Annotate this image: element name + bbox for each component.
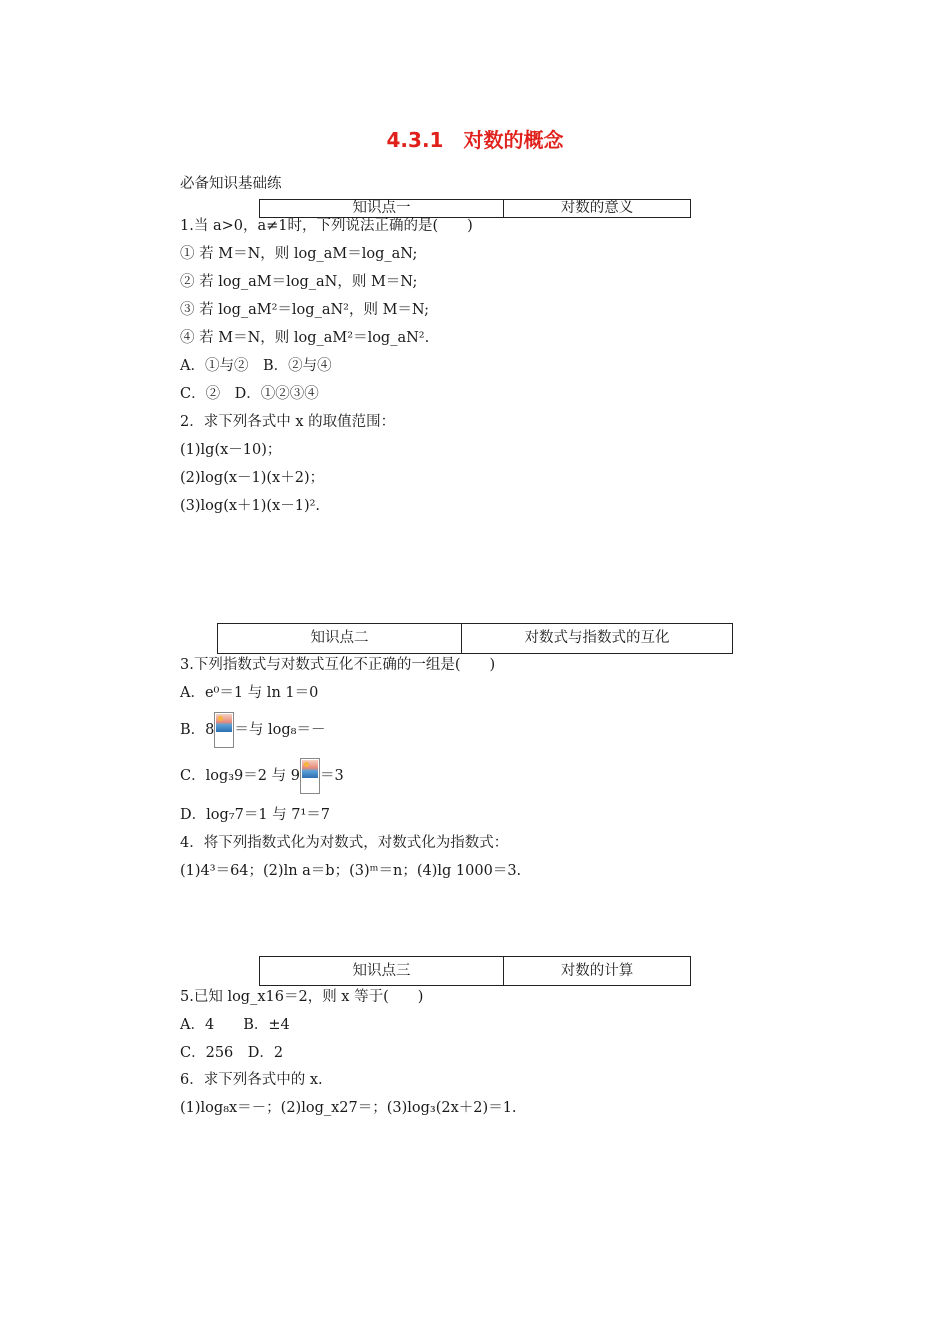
q3-option-b-tail: ＝与 log₈＝－ <box>234 722 326 738</box>
q2-stem: 2．求下列各式中 x 的取值范围： <box>180 414 396 430</box>
kp1-label: 知识点一 <box>260 200 504 218</box>
q6-stem: 6．求下列各式中的 x. <box>180 1072 323 1088</box>
kp2-label: 知识点二 <box>218 624 462 654</box>
q1-statement-4: ④ 若 M＝N，则 log_aM²＝log_aN². <box>180 330 430 346</box>
q4-body: (1)4³＝64；(2)ln a＝b；(3)ᵐ＝n；(4)lg 1000＝3. <box>180 863 522 879</box>
q3-option-c <box>180 758 344 794</box>
kp3-label: 知识点三 <box>260 957 504 986</box>
knowledge-point-2-table <box>217 623 733 654</box>
fraction-image-icon <box>300 758 320 794</box>
q3-option-c-head: C．log₃9＝2 与 9 <box>180 768 300 784</box>
q2-part-1: (1)lg(x－10)； <box>180 442 282 458</box>
kp2-topic: 对数式与指数式的互化 <box>462 624 733 654</box>
q1-options-ab: A．①与② B．②与④ <box>180 358 332 374</box>
section-heading: 必备知识基础练 <box>180 176 282 192</box>
kp1-topic: 对数的意义 <box>504 200 691 218</box>
knowledge-point-3-table <box>259 956 691 986</box>
q3-option-c-tail: ＝3 <box>319 768 344 784</box>
q3-stem: 3.下列指数式与对数式互化不正确的一组是( ) <box>180 657 496 673</box>
q3-option-b-head: B．8 <box>180 722 215 738</box>
q5-stem: 5.已知 log_x16＝2，则 x 等于( ) <box>180 989 424 1005</box>
q3-option-a: A．e⁰＝1 与 ln 1＝0 <box>180 685 319 701</box>
q1-stem: 1.当 a>0，a≠1时，下列说法正确的是( ) <box>180 218 473 234</box>
q1-statement-3: ③ 若 log_aM²＝log_aN²，则 M＝N; <box>180 302 429 318</box>
q2-part-3: (3)log(x＋1)(x－1)². <box>180 498 321 514</box>
q3-option-d: D．log₇7＝1 与 7¹＝7 <box>180 807 331 823</box>
q1-statement-1: ① 若 M＝N，则 log_aM＝log_aN; <box>180 246 418 262</box>
q5-options-ab: A．4 B．±4 <box>180 1017 290 1033</box>
q1-statement-2: ② 若 log_aM＝log_aN，则 M＝N; <box>180 274 418 290</box>
q5-options-cd: C．256 D．2 <box>180 1045 284 1061</box>
q2-part-2: (2)log(x－1)(x＋2)； <box>180 470 325 486</box>
q4-stem: 4．将下列指数式化为对数式，对数式化为指数式： <box>180 835 509 851</box>
q1-options-cd: C．② D．①②③④ <box>180 386 319 402</box>
kp3-topic: 对数的计算 <box>504 957 691 986</box>
doc-title: 4.3.1 对数的概念 <box>386 128 564 152</box>
fraction-image-icon <box>214 712 234 748</box>
q3-option-b <box>180 712 325 748</box>
q6-body: (1)log₈x＝－；(2)log_x27＝；(3)log₃(2x＋2)＝1. <box>180 1100 517 1116</box>
